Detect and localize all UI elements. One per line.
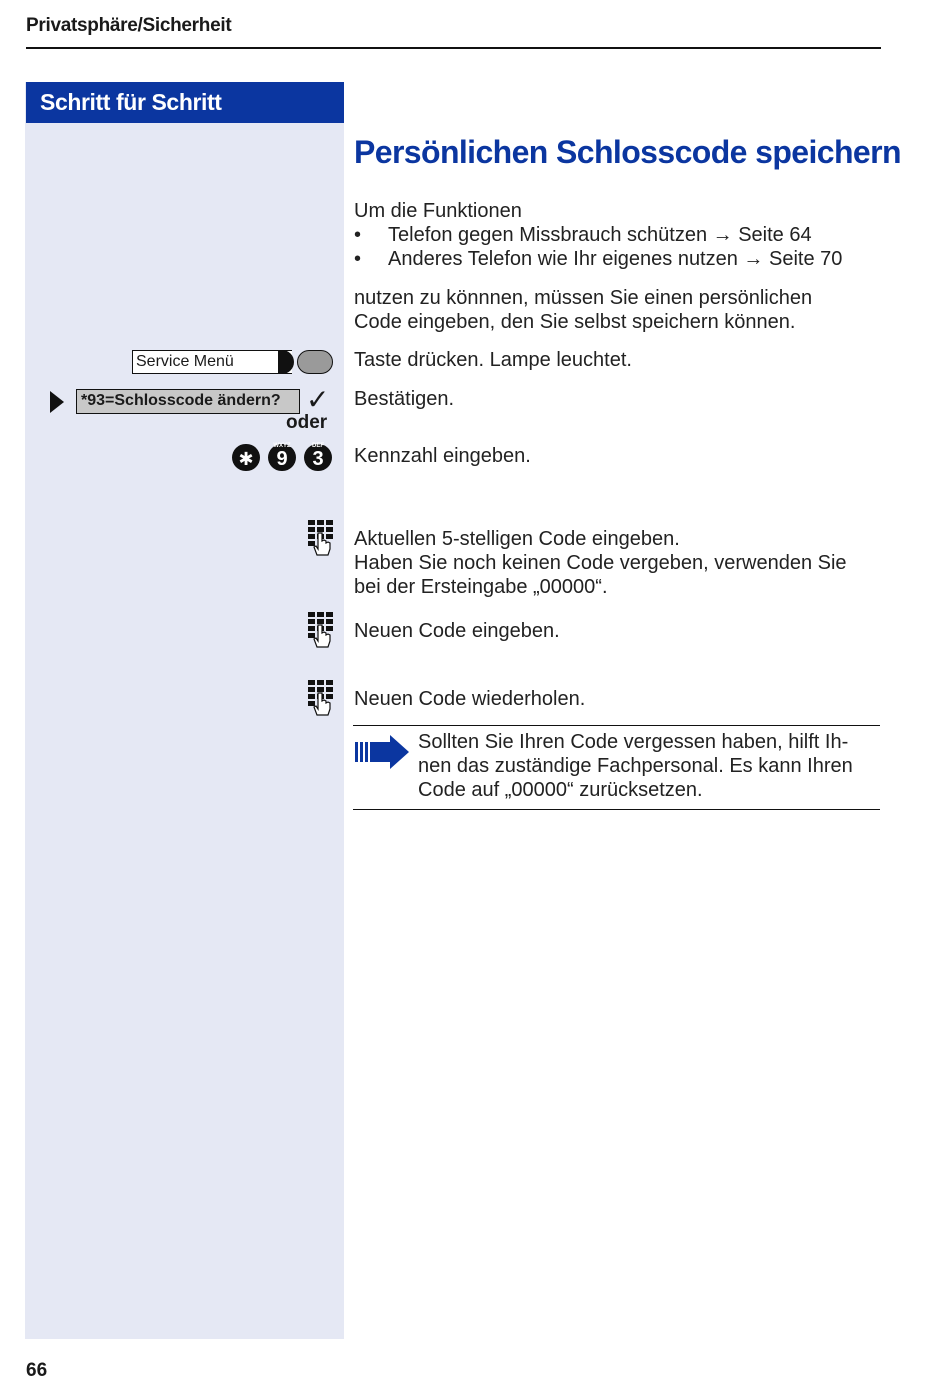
section-header: Privatsphäre/Sicherheit (26, 15, 232, 36)
keys-instruction: Kennzahl eingeben. (354, 445, 531, 467)
note-top-rule (353, 725, 880, 726)
service-menu-display: Service Menü (132, 350, 292, 374)
confirm-instruction: Bestätigen. (354, 388, 455, 410)
page-number: 66 (26, 1360, 48, 1381)
intro2-line2: Code eingeben, den Sie selbst speichern können. (354, 311, 796, 333)
keypad-icon[interactable] (306, 679, 334, 717)
sidebar-panel (25, 82, 344, 1339)
bullet-dot: • (354, 248, 362, 270)
note-text (418, 730, 888, 802)
page-title: Persönlichen Schlosscode speichern (354, 134, 901, 170)
header-rule (26, 47, 881, 49)
selection-arrow-icon (50, 391, 64, 413)
intro-text: Um die Funktionen (354, 200, 522, 222)
sidebar-title: Schritt für Schritt (26, 82, 344, 123)
note-line3: Code auf „00000“ zurücksetzen. (418, 779, 703, 801)
current-code-line2: Haben Sie noch keinen Code vergeben, verwenden Sie (354, 552, 847, 574)
repeat-code-instruction: Neuen Code wiederholen. (354, 688, 586, 710)
new-code-instruction: Neuen Code eingeben. (354, 620, 560, 642)
current-code-line1: Aktuellen 5-stelligen Code eingeben. (354, 528, 680, 550)
keypad-icon[interactable] (306, 519, 334, 557)
bullet-dot: • (354, 224, 362, 246)
three-key-icon[interactable]: DEF 3 (304, 444, 332, 471)
bullet-text[interactable]: Anderes Telefon wie Ihr eigenes nutzen → Seite 70 (388, 248, 843, 270)
display-option[interactable]: *93=Schlosscode ändern? (76, 389, 300, 414)
service-menu-key-icon[interactable] (297, 350, 333, 374)
star-key-icon[interactable]: ✱ (232, 444, 260, 471)
bullet-text[interactable]: Telefon gegen Missbrauch schützen → Seite 64 (388, 224, 812, 246)
current-code-line3: bei der Ersteingabe „00000“. (354, 576, 608, 598)
note-line1: Sollten Sie Ihren Code vergessen haben, hilft Ih- (418, 731, 849, 753)
note-bottom-rule (353, 809, 880, 810)
service-menu-instruction: Taste drücken. Lampe leuchtet. (354, 349, 632, 371)
intro2-line1: nutzen zu könnnen, müssen Sie einen persönlichen (354, 287, 813, 309)
keypad-icon[interactable] (306, 611, 334, 649)
nine-key-icon[interactable]: WXYZ 9 (268, 444, 296, 471)
or-label: oder (286, 412, 328, 433)
note-line2: nen das zuständige Fachpersonal. Es kann Ihren (418, 755, 853, 777)
note-arrow-icon (354, 734, 410, 770)
checkmark-icon[interactable]: ✓ (306, 384, 330, 415)
